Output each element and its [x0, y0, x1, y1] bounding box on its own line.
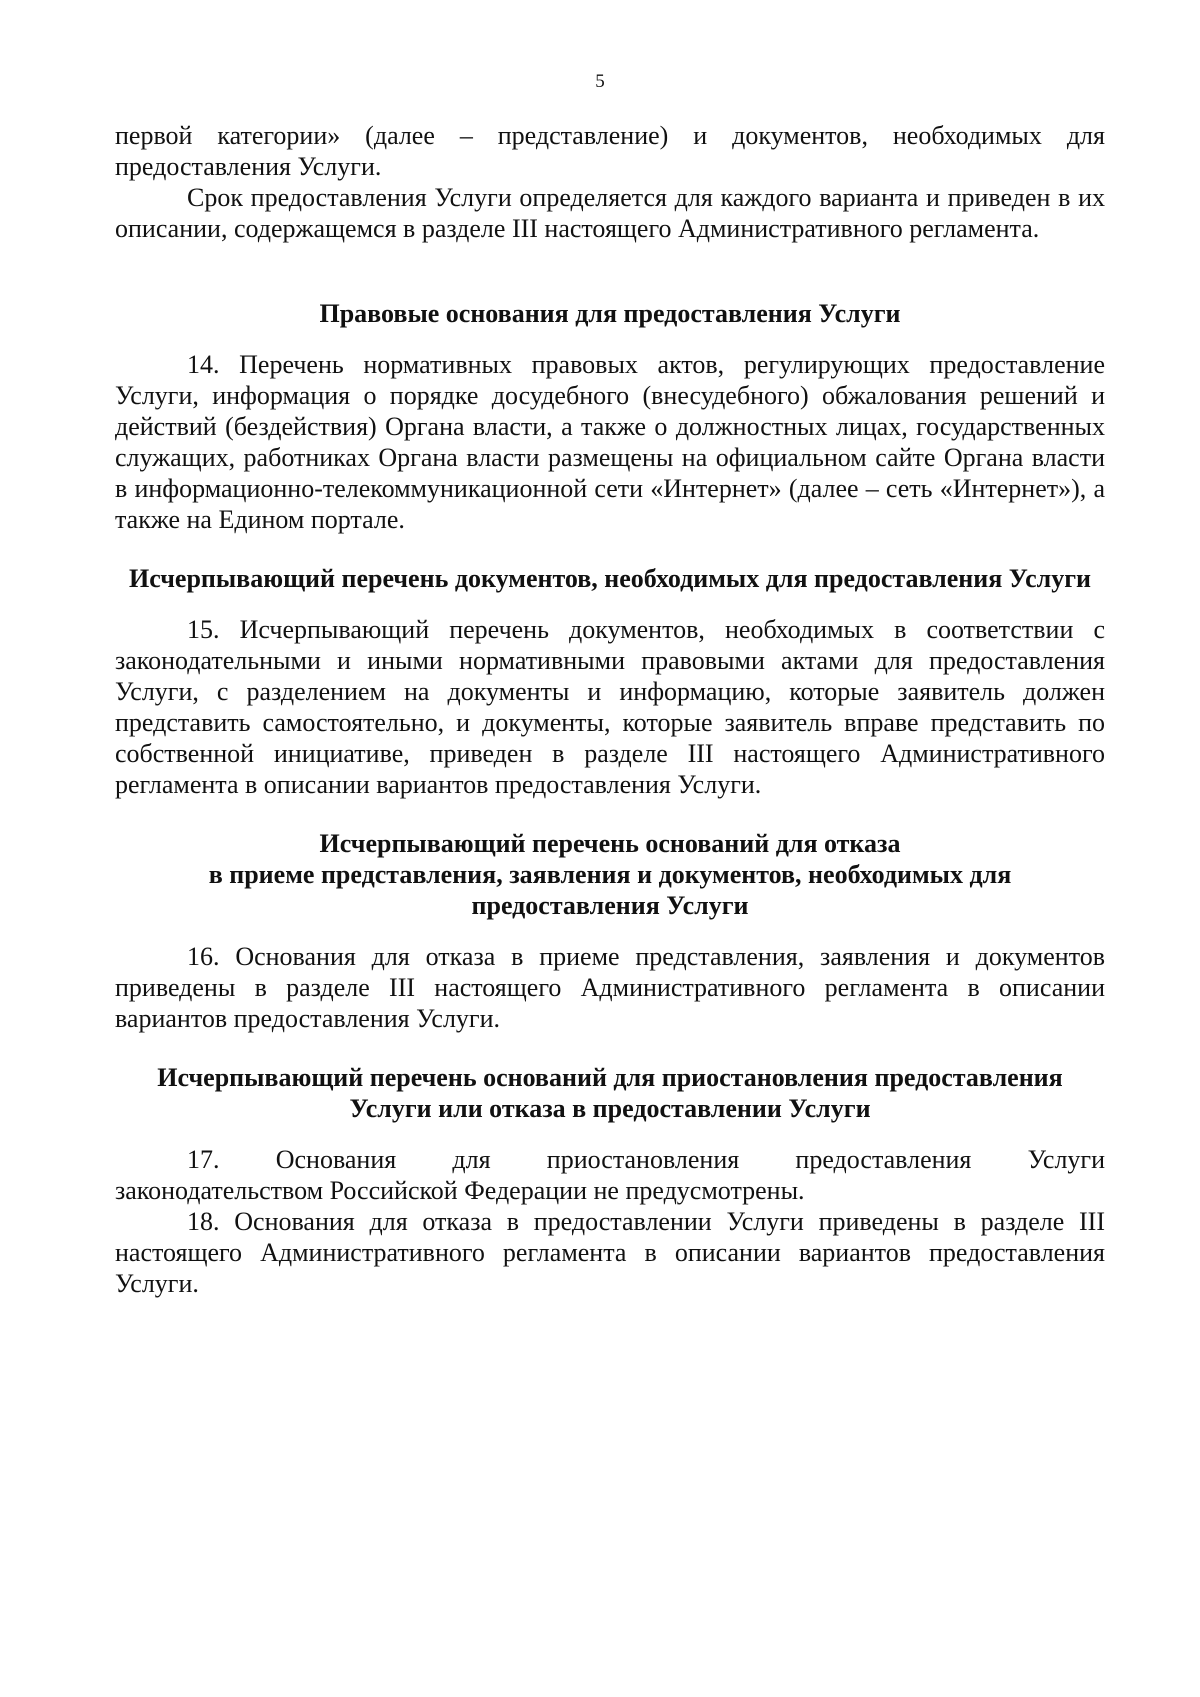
paragraph-intro-continuation: первой категории» (далее – представление) и документов, необходимых для предоставления Услуги.	[115, 121, 1105, 181]
heading-legal-basis: Правовые основания для предоставления Услуги	[319, 299, 901, 328]
document-body	[115, 120, 1105, 1299]
heading-required-documents: Исчерпывающий перечень документов, необходимых для предоставления Услуги	[129, 564, 1091, 593]
heading-refusal-grounds	[115, 828, 1105, 921]
page-number: 5	[595, 71, 605, 92]
paragraph-16: 16. Основания для отказа в приеме представления, заявления и документов приведены в разделе III настоящего Административного регламента в описании вариантов предоставления Услуги.	[115, 942, 1105, 1033]
paragraph-14: 14. Перечень нормативных правовых актов, регулирующих предоставление Услуги, информация о порядке досудебного (внесудебного) обжалования решений и действий (бездействия) Органа власти, а также о должностных лицах, государственных служащих, работниках Органа власти размещены на официальном сайте Органа власти в информационно-телекоммуникационной сети «Интернет» (далее – сеть «Интернет»), а также на Едином портале.	[115, 350, 1105, 534]
paragraph-15: 15. Исчерпывающий перечень документов, необходимых в соответствии с законодательными и иными нормативными правовыми актами для предоставления Услуги, с разделением на документы и информацию, которые заявитель должен представить самостоятельно, и документы, которые заявитель вправе представить по собственной инициативе, приведен в разделе III настоящего Административного регламента в описании вариантов предоставления Услуги.	[115, 615, 1105, 799]
heading-refusal-line-2: в приеме представления, заявления и документов, необходимых для	[208, 860, 1012, 889]
paragraph-service-term: Срок предоставления Услуги определяется для каждого варианта и приведен в их описании, содержащемся в разделе III настоящего Административного регламента.	[115, 183, 1105, 243]
heading-suspension-grounds: Исчерпывающий перечень оснований для приостановления предоставления Услуги или отказа в предоставлении Услуги	[157, 1063, 1063, 1123]
heading-refusal-line-1: Исчерпывающий перечень оснований для отказа	[319, 829, 901, 858]
paragraph-17-line-1: 17. Основания для приостановления предоставления Услуги	[187, 1145, 1105, 1174]
heading-refusal-line-3: предоставления Услуги	[471, 891, 749, 920]
paragraph-18: 18. Основания для отказа в предоставлении Услуги приведены в разделе III настоящего Административного регламента в описании вариантов предоставления Услуги.	[115, 1207, 1105, 1298]
paragraph-17-line-2: законодательством Российской Федерации не предусмотрены.	[115, 1176, 805, 1205]
